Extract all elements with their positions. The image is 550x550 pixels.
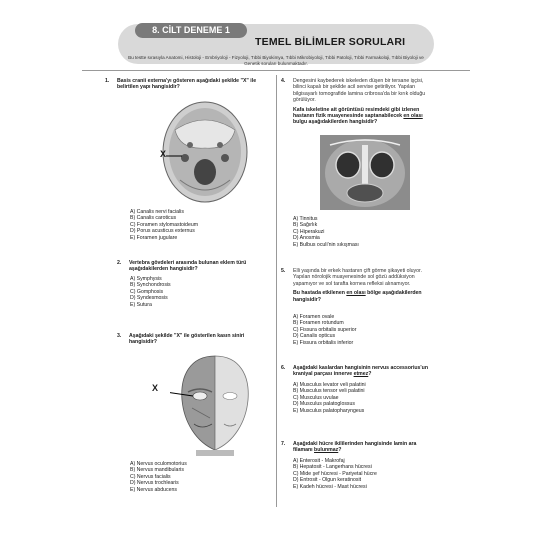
head-muscle-figure — [170, 352, 260, 456]
option-e[interactable]: E) Sutura — [130, 301, 152, 308]
option-d[interactable]: D) Anosmia — [293, 235, 320, 242]
option-a[interactable]: A) Canalis nervi facialis — [130, 209, 184, 215]
option-c[interactable]: C) Fissura orbitalis superior — [293, 326, 357, 333]
option-a[interactable]: A) Musculus levator veli palatini — [293, 382, 366, 388]
option-a[interactable]: A) Foramen ovale — [293, 314, 335, 320]
option-d[interactable]: D) Entrosit - Olgun keratinosit — [293, 477, 362, 484]
options-q6 — [293, 382, 433, 414]
exam-tab-label: 8. CİLT DENEME 1 — [135, 23, 247, 38]
option-c[interactable]: C) Nervus facialis — [130, 473, 171, 480]
option-c[interactable]: C) Gomphosis — [130, 288, 164, 295]
option-b[interactable]: B) Synchondrosis — [130, 282, 171, 289]
question-3 — [117, 333, 272, 346]
question-text-post: ? — [368, 371, 372, 378]
option-e[interactable]: E) Musculus palatopharyngeus — [293, 407, 365, 414]
option-d[interactable]: D) Canalis opticus — [293, 333, 336, 340]
options-q3 — [130, 461, 270, 493]
option-d[interactable]: D) Nervus trochlearis — [130, 480, 179, 487]
option-d[interactable]: D) Porus acusticus externus — [130, 228, 195, 235]
option-e[interactable]: E) Bulbus oculi'nin sıkışması — [293, 241, 359, 248]
question-intro: Elli yaşında bir erkek hastanın çift görme şikayeti oluyor. Yapılan nörolojik muayenesinde sol gözü addüksiyon yapamıyor ve sol tarafta kornea refleksi alınamıyor. — [293, 268, 422, 287]
option-d[interactable]: D) Syndesmosis — [130, 295, 168, 302]
question-text-pre: Aşağıdaki kaslardan hangisinin nervus accessorius'un kraniyal parçası innerve — [293, 365, 429, 378]
question-text-emphasis: en olası — [403, 113, 423, 120]
question-text: Basis cranii externa'yı gösteren aşağıdaki şekilde "X" ile belirtilen yapı hangisidir? — [117, 78, 257, 91]
option-a[interactable]: A) Enterosit - Makrofaj — [293, 458, 345, 464]
section-description: Bu testte sırasıyla Anatomi, Histoloji - Embriyoloji - Fizyoloji, Tıbbi Biyokimya, Tıbbi Mikrobiyoloji, Tıbbi Patoloji, Tıbbi Farmakoloji, Tıbbi Biyoloji ve Genetik soruları bulunmaktadır. — [128, 55, 424, 66]
option-e[interactable]: E) Foramen jugulare — [130, 234, 178, 241]
question-text-post: ? — [338, 447, 342, 454]
figure-marker-x: X — [152, 383, 159, 393]
question-text-pre: Aşağıdaki hücre ikililerinden hangisinde lamin ara filamanı — [293, 441, 417, 454]
option-e[interactable]: E) Fissura orbitalis inferior — [293, 339, 354, 346]
option-a[interactable]: A) Nervus oculomotorius — [130, 461, 187, 467]
option-b[interactable]: B) Canalis caroticus — [130, 215, 177, 222]
question-text-emphasis: etmez — [353, 371, 369, 378]
question-number: 2. — [117, 260, 122, 266]
column-divider — [276, 75, 277, 507]
section-title: TEMEL BİLİMLER SORULARI — [255, 36, 406, 48]
option-d[interactable]: D) Musculus palatoglossus — [293, 401, 355, 408]
question-number: 7. — [281, 441, 286, 447]
question-4 — [281, 78, 433, 126]
options-q1 — [130, 209, 270, 241]
question-text: Aşağıdaki şekilde "X" ile gösterilen kasın siniri hangisidir? — [129, 333, 245, 346]
option-c[interactable]: C) Foramen stylomastoideum — [130, 221, 199, 228]
question-6 — [281, 365, 433, 378]
option-b[interactable]: B) Nervus mandibularis — [130, 467, 184, 474]
options-q5 — [293, 314, 433, 346]
question-text — [293, 107, 433, 126]
options-q4 — [293, 216, 433, 248]
question-number: 5. — [281, 268, 286, 274]
option-b[interactable]: B) Hepatosit - Langerhans hücresi — [293, 464, 372, 471]
option-a[interactable]: A) Tinnitus — [293, 216, 318, 222]
option-b[interactable]: B) Musculus tensor veli palatini — [293, 388, 365, 395]
header-divider — [82, 70, 470, 71]
question-5 — [281, 268, 433, 303]
question-text-post: bulgu aşağıdakilerden hangisidir? — [293, 119, 378, 126]
question-number: 1. — [105, 78, 110, 84]
skull-base-figure — [160, 100, 250, 204]
question-text-pre: Bu hastada etkilenen — [293, 290, 347, 297]
option-e[interactable]: E) Nervus abducens — [130, 486, 177, 493]
option-c[interactable]: C) Hiperakuzi — [293, 228, 325, 235]
question-text — [293, 290, 433, 303]
option-a[interactable]: A) Symphysis — [130, 276, 162, 282]
question-number: 6. — [281, 365, 286, 371]
question-text: Vertebra gövdeleri arasında bulunan eklem türü aşağıdakilerden hangisidir? — [129, 260, 247, 273]
figure-marker-x: X — [160, 149, 167, 159]
question-1 — [105, 78, 272, 91]
options-q7 — [293, 458, 433, 490]
option-e[interactable]: E) Kadeh hücresi - Mast hücresi — [293, 483, 367, 490]
question-number: 3. — [117, 333, 122, 339]
option-b[interactable]: B) Sağırlık — [293, 222, 318, 229]
question-text — [293, 441, 433, 454]
question-text-pre: Kafa iskeletine ait görüntüsü resimdeki gibi izlenen hastanın fizik muayenesinde saptanabilecek — [293, 106, 420, 120]
question-7 — [281, 441, 433, 454]
question-number: 4. — [281, 78, 286, 84]
ct-scan-figure — [320, 135, 410, 210]
question-text-emphasis: bulunmaz — [314, 447, 339, 454]
option-c[interactable]: C) Musculus uvulae — [293, 394, 339, 401]
question-text — [293, 365, 433, 378]
question-intro: Dengesini kaybederek iskeleden düşen bir tersane işçisi, bilinci kapalı bir şekilde acil servise getiriliyor. Yapılan bilgisayarlı tomografide lamina cribrosa'da bir kırık olduğu görülüyor. — [293, 78, 426, 104]
question-2 — [117, 260, 272, 273]
option-b[interactable]: B) Foramen rotundum — [293, 320, 344, 327]
question-text-emphasis: en olası — [346, 290, 366, 297]
option-c[interactable]: C) Mide şef hücresi - Pariyetal hücre — [293, 470, 377, 477]
options-q2 — [130, 276, 270, 308]
question-text-post: bölge aşağıdakilerden hangisidir? — [293, 290, 422, 303]
